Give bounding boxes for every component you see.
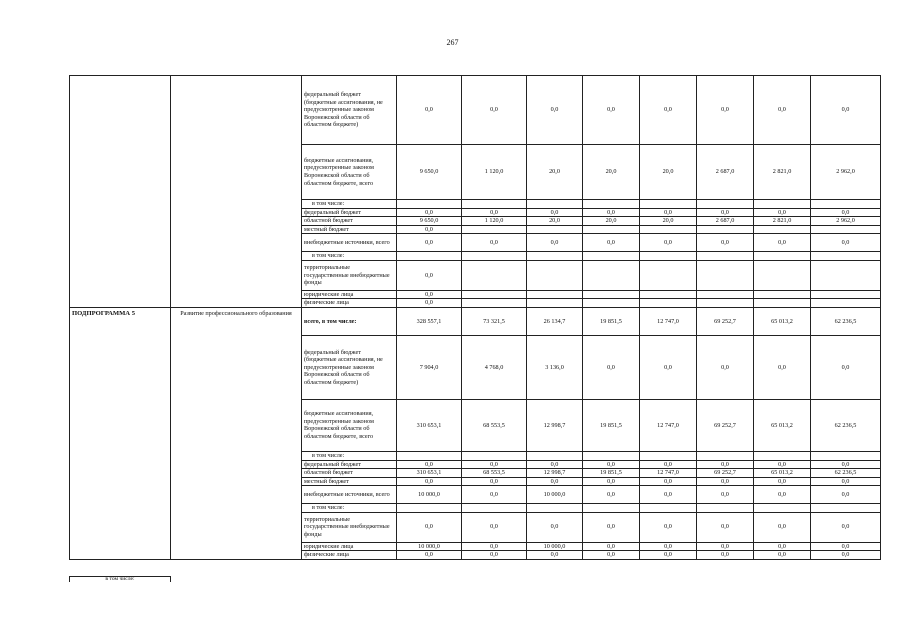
value-cell: 2 687,0 [697, 217, 754, 226]
row-label: территориальные государственные внебюджетные фонды [302, 512, 397, 542]
value-cell: 0,0 [527, 460, 583, 469]
value-cell: 4 768,0 [462, 335, 527, 399]
value-cell: 0,0 [640, 512, 697, 542]
value-cell: 0,0 [640, 460, 697, 469]
value-cell: 0,0 [697, 486, 754, 504]
value-cell: 310 653,1 [397, 399, 462, 451]
value-cell: 0,0 [397, 76, 462, 145]
value-cell: 12 998,7 [527, 469, 583, 478]
row-label: юридические лица [302, 542, 397, 551]
value-cell: 0,0 [583, 460, 640, 469]
value-cell [462, 225, 527, 234]
value-cell: 0,0 [462, 542, 527, 551]
row-label: бюджетные ассигнования, предусмотренные законом Воронежской области об областном бюджете, всего [302, 145, 397, 200]
row-label: в том числе: [302, 200, 397, 209]
value-cell [527, 504, 583, 513]
row-label: федеральный бюджет [302, 460, 397, 469]
value-cell: 0,0 [462, 486, 527, 504]
table-row [70, 307, 881, 335]
value-cell: 0,0 [640, 551, 697, 560]
row-label: территориальные государственные внебюджетные фонды [302, 260, 397, 290]
value-cell: 0,0 [811, 460, 881, 469]
value-cell [640, 260, 697, 290]
value-cell: 10 000,0 [527, 486, 583, 504]
value-cell: 0,0 [583, 335, 640, 399]
value-cell [754, 504, 811, 513]
value-cell [583, 451, 640, 460]
value-cell: 0,0 [640, 234, 697, 252]
value-cell: 0,0 [811, 208, 881, 217]
value-cell: 0,0 [754, 460, 811, 469]
value-cell: 9 650,0 [397, 145, 462, 200]
value-cell [527, 260, 583, 290]
value-cell: 73 321,5 [462, 307, 527, 335]
value-cell [462, 260, 527, 290]
value-cell: 19 851,5 [583, 307, 640, 335]
row-label: внебюджетные источники, всего [302, 234, 397, 252]
budget-table [69, 75, 881, 560]
value-cell: 10 000,0 [527, 542, 583, 551]
value-cell: 0,0 [811, 486, 881, 504]
value-cell: 69 252,7 [697, 469, 754, 478]
row-label: в том числе: [302, 451, 397, 460]
value-cell: 0,0 [583, 512, 640, 542]
value-cell: 0,0 [397, 234, 462, 252]
value-cell: 1 120,0 [462, 217, 527, 226]
row-label: областной бюджет [302, 469, 397, 478]
value-cell: 0,0 [583, 486, 640, 504]
value-cell: 0,0 [697, 208, 754, 217]
value-cell [697, 200, 754, 209]
value-cell [697, 260, 754, 290]
row-label: областной бюджет [302, 217, 397, 226]
value-cell [811, 451, 881, 460]
value-cell [583, 252, 640, 261]
value-cell: 0,0 [697, 335, 754, 399]
table-row [70, 76, 881, 145]
row-label: физические лица [302, 551, 397, 560]
value-cell [583, 290, 640, 299]
row-label: местный бюджет [302, 225, 397, 234]
value-cell: 65 013,2 [754, 399, 811, 451]
value-cell [583, 225, 640, 234]
value-cell: 69 252,7 [697, 399, 754, 451]
value-cell: 9 650,0 [397, 217, 462, 226]
row-label: в том числе: [302, 504, 397, 513]
value-cell: 0,0 [697, 460, 754, 469]
value-cell [754, 299, 811, 308]
value-cell [811, 290, 881, 299]
value-cell: 310 653,1 [397, 469, 462, 478]
value-cell: 0,0 [397, 477, 462, 486]
value-cell: 0,0 [583, 208, 640, 217]
value-cell [811, 200, 881, 209]
value-cell: 10 000,0 [397, 486, 462, 504]
value-cell: 0,0 [527, 477, 583, 486]
value-cell: 0,0 [697, 234, 754, 252]
row-label: федеральный бюджет (бюджетные ассигнования, не предусмотренные законом Воронежской области об областном бюджете) [302, 335, 397, 399]
value-cell: 0,0 [583, 551, 640, 560]
value-cell: 0,0 [397, 208, 462, 217]
value-cell: 62 236,5 [811, 469, 881, 478]
value-cell: 0,0 [397, 299, 462, 308]
value-cell: 20,0 [583, 145, 640, 200]
value-cell: 12 747,0 [640, 307, 697, 335]
value-cell [697, 252, 754, 261]
value-cell [697, 299, 754, 308]
row-label: в том числе: [302, 252, 397, 261]
value-cell: 12 747,0 [640, 399, 697, 451]
value-cell: 7 904,0 [397, 335, 462, 399]
value-cell: 0,0 [462, 76, 527, 145]
value-cell [462, 252, 527, 261]
value-cell: 2 962,0 [811, 145, 881, 200]
value-cell: 0,0 [754, 234, 811, 252]
value-cell: 2 821,0 [754, 217, 811, 226]
value-cell: 0,0 [754, 551, 811, 560]
row-label: местный бюджет [302, 477, 397, 486]
row-label: юридические лица [302, 290, 397, 299]
value-cell [754, 451, 811, 460]
value-cell [754, 200, 811, 209]
value-cell: 0,0 [583, 234, 640, 252]
value-cell [462, 299, 527, 308]
value-cell [397, 504, 462, 513]
value-cell: 0,0 [640, 542, 697, 551]
value-cell: 0,0 [754, 542, 811, 551]
value-cell: 12 747,0 [640, 469, 697, 478]
value-cell: 0,0 [462, 208, 527, 217]
value-cell: 69 252,7 [697, 307, 754, 335]
value-cell [640, 504, 697, 513]
value-cell: 0,0 [754, 76, 811, 145]
value-cell: 20,0 [640, 217, 697, 226]
value-cell [527, 225, 583, 234]
value-cell: 68 553,5 [462, 399, 527, 451]
subprogram-description: Развитие профессионального образования [171, 307, 302, 559]
value-cell [697, 225, 754, 234]
value-cell: 0,0 [640, 208, 697, 217]
value-cell: 19 851,5 [583, 399, 640, 451]
value-cell: 0,0 [527, 551, 583, 560]
value-cell: 0,0 [754, 208, 811, 217]
value-cell: 0,0 [697, 477, 754, 486]
value-cell: 20,0 [640, 145, 697, 200]
value-cell: 0,0 [583, 477, 640, 486]
value-cell [462, 451, 527, 460]
value-cell: 2 687,0 [697, 145, 754, 200]
value-cell: 0,0 [811, 477, 881, 486]
program-cell [70, 76, 171, 308]
value-cell: 0,0 [462, 234, 527, 252]
value-cell [583, 504, 640, 513]
value-cell [527, 451, 583, 460]
value-cell [754, 260, 811, 290]
value-cell [754, 252, 811, 261]
value-cell: 0,0 [397, 290, 462, 299]
value-cell: 0,0 [811, 335, 881, 399]
value-cell [640, 299, 697, 308]
value-cell: 0,0 [462, 477, 527, 486]
value-cell: 0,0 [527, 208, 583, 217]
value-cell [640, 225, 697, 234]
value-cell: 0,0 [640, 335, 697, 399]
row-label: федеральный бюджет (бюджетные ассигнования, не предусмотренные законом Воронежской области об областном бюджете) [302, 76, 397, 145]
value-cell: 0,0 [754, 512, 811, 542]
value-cell [527, 252, 583, 261]
value-cell: 0,0 [697, 542, 754, 551]
value-cell: 0,0 [527, 76, 583, 145]
value-cell [527, 200, 583, 209]
value-cell [811, 504, 881, 513]
value-cell [527, 299, 583, 308]
value-cell: 0,0 [527, 512, 583, 542]
value-cell: 0,0 [811, 551, 881, 560]
value-cell: 0,0 [527, 234, 583, 252]
value-cell: 0,0 [697, 512, 754, 542]
value-cell [811, 252, 881, 261]
value-cell: 2 821,0 [754, 145, 811, 200]
value-cell [583, 200, 640, 209]
value-cell: 20,0 [527, 145, 583, 200]
value-cell: 0,0 [811, 234, 881, 252]
value-cell: 0,0 [583, 542, 640, 551]
footer-note: в том числе: [69, 576, 171, 582]
value-cell: 0,0 [397, 260, 462, 290]
value-cell: 12 998,7 [527, 399, 583, 451]
value-cell: 0,0 [697, 551, 754, 560]
value-cell [754, 225, 811, 234]
row-label: бюджетные ассигнования, предусмотренные законом Воронежской области об областном бюджете, всего [302, 399, 397, 451]
value-cell [697, 451, 754, 460]
value-cell [697, 290, 754, 299]
value-cell: 0,0 [397, 225, 462, 234]
value-cell: 0,0 [462, 512, 527, 542]
value-cell [754, 290, 811, 299]
value-cell: 0,0 [697, 76, 754, 145]
value-cell: 3 136,0 [527, 335, 583, 399]
value-cell: 0,0 [583, 76, 640, 145]
value-cell: 0,0 [397, 512, 462, 542]
page-number: 267 [446, 38, 459, 47]
value-cell [640, 200, 697, 209]
value-cell: 19 851,5 [583, 469, 640, 478]
value-cell: 0,0 [397, 460, 462, 469]
value-cell: 65 013,2 [754, 307, 811, 335]
row-label: всего, в том числе: [302, 307, 397, 335]
value-cell [640, 451, 697, 460]
value-cell: 68 553,5 [462, 469, 527, 478]
row-label: федеральный бюджет [302, 208, 397, 217]
value-cell: 26 134,7 [527, 307, 583, 335]
value-cell: 0,0 [811, 512, 881, 542]
value-cell: 0,0 [754, 486, 811, 504]
value-cell: 0,0 [754, 335, 811, 399]
value-cell: 328 557,1 [397, 307, 462, 335]
value-cell: 0,0 [640, 486, 697, 504]
value-cell [397, 451, 462, 460]
value-cell: 0,0 [640, 76, 697, 145]
value-cell: 0,0 [640, 477, 697, 486]
value-cell [397, 200, 462, 209]
value-cell: 62 236,5 [811, 399, 881, 451]
value-cell [697, 504, 754, 513]
value-cell [811, 260, 881, 290]
value-cell: 20,0 [583, 217, 640, 226]
value-cell: 0,0 [811, 542, 881, 551]
value-cell: 62 236,5 [811, 307, 881, 335]
value-cell [462, 504, 527, 513]
value-cell [527, 290, 583, 299]
value-cell [583, 260, 640, 290]
value-cell: 2 962,0 [811, 217, 881, 226]
row-label: внебюджетные источники, всего [302, 486, 397, 504]
description-cell [171, 76, 302, 308]
value-cell: 10 000,0 [397, 542, 462, 551]
value-cell: 0,0 [811, 76, 881, 145]
value-cell: 0,0 [754, 477, 811, 486]
value-cell [583, 299, 640, 308]
value-cell [640, 290, 697, 299]
row-label: физические лица [302, 299, 397, 308]
value-cell [811, 225, 881, 234]
value-cell: 20,0 [527, 217, 583, 226]
value-cell: 0,0 [462, 460, 527, 469]
value-cell: 65 013,2 [754, 469, 811, 478]
value-cell [462, 290, 527, 299]
value-cell: 0,0 [462, 551, 527, 560]
value-cell: 1 120,0 [462, 145, 527, 200]
value-cell [397, 252, 462, 261]
subprogram-name: ПОДПРОГРАММА 5 [70, 307, 171, 559]
value-cell [811, 299, 881, 308]
value-cell: 0,0 [397, 551, 462, 560]
value-cell [462, 200, 527, 209]
value-cell [640, 252, 697, 261]
